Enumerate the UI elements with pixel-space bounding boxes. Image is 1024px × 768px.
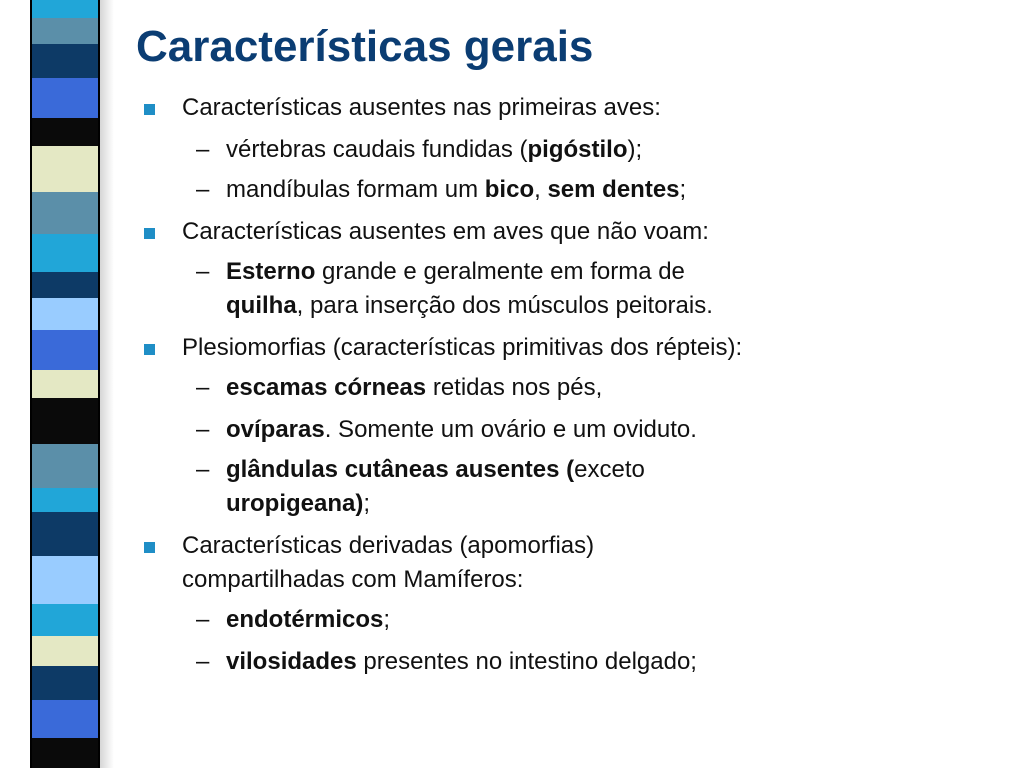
stripe-segment <box>32 512 98 556</box>
bullet-item <box>182 530 594 562</box>
bullet-item <box>182 216 709 248</box>
stripe-segment <box>32 398 98 444</box>
text-run: Características ausentes em aves que não voam: <box>182 218 709 245</box>
dash-bullet-icon: – <box>196 648 210 675</box>
text-run: grande e geralmente em forma de <box>315 258 685 285</box>
dash-bullet-icon: – <box>196 374 210 401</box>
bullet-item <box>182 564 523 596</box>
text-run: mandíbulas formam um <box>226 176 485 203</box>
dash-bullet-icon: – <box>196 416 210 443</box>
text-run: Características ausentes nas primeiras aves: <box>182 94 661 121</box>
stripe-segment <box>32 738 98 768</box>
dash-bullet-icon: – <box>196 136 210 163</box>
text-run: , para inserção dos músculos peitorais. <box>296 292 713 319</box>
dash-bullet-icon: – <box>196 258 210 285</box>
stripe-segment <box>32 488 98 512</box>
stripe-segment <box>32 146 98 192</box>
square-bullet-icon <box>144 104 155 115</box>
stripe-segment <box>32 604 98 636</box>
stripe-segment <box>32 118 98 146</box>
stripe-segment <box>32 44 98 78</box>
bold-text: endotérmicos <box>226 606 384 633</box>
stripe-segment <box>32 444 98 488</box>
bold-text: bico <box>484 176 535 203</box>
text-run: presentes no intestino delgado; <box>356 648 697 675</box>
stripe-segment <box>32 370 98 398</box>
slide-title: Características gerais <box>136 22 594 71</box>
bold-text: escamas córneas <box>226 374 427 401</box>
dash-bullet-icon: – <box>196 456 210 483</box>
sub-bullet-item <box>196 646 697 678</box>
bullet-item <box>182 332 742 364</box>
decorative-stripe <box>30 0 100 768</box>
stripe-segment <box>32 298 98 330</box>
stripe-segment <box>32 556 98 604</box>
stripe-segment <box>32 272 98 298</box>
sub-bullet-item <box>196 414 697 446</box>
bold-text: quilha <box>226 292 297 319</box>
stripe-segment <box>32 234 98 272</box>
text-run: retidas nos pés, <box>426 374 603 401</box>
text-run: ; <box>679 176 687 203</box>
bold-text: uropigeana) <box>226 490 364 517</box>
stripe-segment <box>32 330 98 370</box>
text-run: exceto <box>574 456 645 483</box>
sub-bullet-item <box>226 290 713 322</box>
square-bullet-icon <box>144 228 155 239</box>
text-run: . Somente um ovário e um oviduto. <box>324 416 697 443</box>
stripe-segment <box>32 0 98 18</box>
bullet-item <box>182 92 661 124</box>
stripe-shadow <box>100 0 114 768</box>
bold-text: glândulas cutâneas ausentes ( <box>226 456 575 483</box>
stripe-segment <box>32 78 98 118</box>
bold-text: sem dentes <box>547 176 680 203</box>
text-run: , <box>534 176 548 203</box>
square-bullet-icon <box>144 344 155 355</box>
sub-bullet-item <box>196 372 603 404</box>
sub-bullet-item <box>226 488 370 520</box>
text-run: ); <box>627 136 643 163</box>
text-run: Características derivadas (apomorfias) <box>182 532 595 559</box>
sub-bullet-item <box>196 454 645 486</box>
text-run: vértebras caudais fundidas ( <box>226 136 528 163</box>
bold-text: ovíparas <box>226 416 325 443</box>
stripe-segment <box>32 700 98 738</box>
square-bullet-icon <box>144 542 155 553</box>
bold-text: vilosidades <box>226 648 357 675</box>
sub-bullet-item <box>196 256 685 288</box>
bold-text: pigóstilo <box>527 136 628 163</box>
bold-text: Esterno <box>226 258 316 285</box>
sub-bullet-item <box>196 174 687 206</box>
text-run: compartilhadas com Mamíferos: <box>182 566 524 593</box>
stripe-segment <box>32 666 98 700</box>
stripe-segment <box>32 18 98 44</box>
sub-bullet-item <box>196 604 391 636</box>
stripe-segment <box>32 192 98 234</box>
text-run: Plesiomorfias (características primitivas dos répteis): <box>182 334 743 361</box>
stripe-segment <box>32 636 98 666</box>
text-run: ; <box>383 606 391 633</box>
text-run: ; <box>363 490 371 517</box>
dash-bullet-icon: – <box>196 606 210 633</box>
sub-bullet-item <box>196 134 643 166</box>
dash-bullet-icon: – <box>196 176 210 203</box>
